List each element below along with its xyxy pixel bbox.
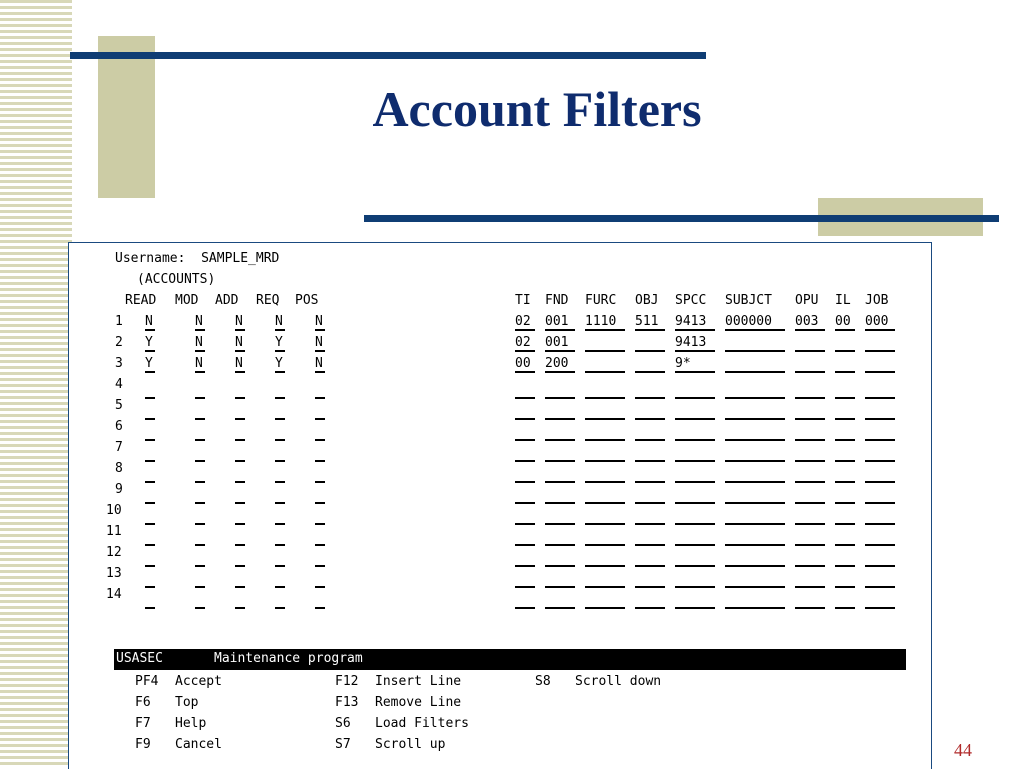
flag-input-read[interactable] [145, 544, 155, 546]
field-input-furc[interactable] [585, 439, 625, 441]
flag-input-req[interactable] [275, 544, 285, 546]
row-number: 4 [115, 377, 123, 392]
field-input-spcc[interactable] [675, 565, 715, 567]
field-input-opu[interactable] [795, 397, 825, 399]
header-il: IL [835, 293, 851, 308]
flag-value: Y [275, 356, 283, 371]
field-input-il[interactable] [835, 418, 855, 420]
row-number: 3 [115, 356, 123, 371]
field-input-job[interactable] [865, 460, 895, 462]
field-input-subjct[interactable] [725, 544, 785, 546]
field-input-furc[interactable] [585, 607, 625, 609]
field-input-spcc[interactable] [675, 481, 715, 483]
field-input-ti[interactable] [515, 371, 535, 373]
flag-value: N [315, 314, 323, 329]
header-obj: OBJ [635, 293, 659, 308]
flag-input-pos[interactable] [315, 460, 325, 462]
field-input-furc[interactable] [585, 565, 625, 567]
flag-input-pos[interactable] [315, 329, 325, 331]
field-input-subjct[interactable] [725, 481, 785, 483]
field-input-job[interactable] [865, 418, 895, 420]
field-input-furc[interactable] [585, 371, 625, 373]
header-furc: FURC [585, 293, 617, 308]
flag-input-mod[interactable] [195, 460, 205, 462]
field-input-subjct[interactable] [725, 329, 785, 331]
flag-value: N [235, 356, 243, 371]
flag-input-read[interactable] [145, 460, 155, 462]
field-input-spcc[interactable] [675, 586, 715, 588]
key-f12[interactable]: F12 [335, 674, 359, 689]
status-program: USASEC [116, 651, 163, 666]
field-input-opu[interactable] [795, 523, 825, 525]
flag-input-req[interactable] [275, 565, 285, 567]
flag-value: N [195, 335, 203, 350]
flag-input-mod[interactable] [195, 607, 205, 609]
field-input-ti[interactable] [515, 397, 535, 399]
field-value: 9413 [675, 314, 707, 329]
header-read: READ [125, 293, 157, 308]
key-f6[interactable]: F6 [135, 695, 151, 710]
field-input-spcc[interactable] [675, 502, 715, 504]
field-input-fnd[interactable] [545, 350, 575, 352]
field-input-obj[interactable] [635, 586, 665, 588]
field-input-furc[interactable] [585, 502, 625, 504]
field-input-obj[interactable] [635, 607, 665, 609]
flag-input-read[interactable] [145, 439, 155, 441]
field-input-job[interactable] [865, 329, 895, 331]
accounts-label: (ACCOUNTS) [137, 272, 216, 287]
field-input-ti[interactable] [515, 502, 535, 504]
flag-input-pos[interactable] [315, 502, 325, 504]
field-input-opu[interactable] [795, 418, 825, 420]
field-input-job[interactable] [865, 607, 895, 609]
key-f9[interactable]: F9 [135, 737, 151, 752]
field-input-spcc[interactable] [675, 460, 715, 462]
terminal-screenshot [68, 242, 932, 769]
field-input-spcc[interactable] [675, 350, 715, 352]
flag-input-add[interactable] [235, 502, 245, 504]
field-input-spcc[interactable] [675, 544, 715, 546]
page-number: 44 [954, 740, 972, 760]
flag-input-read[interactable] [145, 481, 155, 483]
field-input-job[interactable] [865, 481, 895, 483]
flag-input-pos[interactable] [315, 607, 325, 609]
flag-input-req[interactable] [275, 523, 285, 525]
field-input-subjct[interactable] [725, 439, 785, 441]
field-input-il[interactable] [835, 371, 855, 373]
header-pos: POS [295, 293, 319, 308]
field-input-obj[interactable] [635, 502, 665, 504]
field-input-opu[interactable] [795, 607, 825, 609]
flag-input-add[interactable] [235, 607, 245, 609]
flag-input-pos[interactable] [315, 586, 325, 588]
field-input-il[interactable] [835, 502, 855, 504]
field-input-obj[interactable] [635, 460, 665, 462]
field-input-furc[interactable] [585, 544, 625, 546]
flag-value: N [195, 314, 203, 329]
field-input-il[interactable] [835, 397, 855, 399]
field-input-subjct[interactable] [725, 502, 785, 504]
field-input-il[interactable] [835, 329, 855, 331]
flag-input-read[interactable] [145, 329, 155, 331]
field-input-furc[interactable] [585, 350, 625, 352]
flag-input-read[interactable] [145, 565, 155, 567]
field-input-job[interactable] [865, 544, 895, 546]
field-input-furc[interactable] [585, 481, 625, 483]
key-label-f6: Top [175, 695, 199, 710]
flag-value: N [145, 314, 153, 329]
flag-input-read[interactable] [145, 418, 155, 420]
field-value: 001 [545, 335, 569, 350]
field-input-ti[interactable] [515, 586, 535, 588]
flag-input-add[interactable] [235, 565, 245, 567]
field-input-ti[interactable] [515, 439, 535, 441]
field-input-fnd[interactable] [545, 565, 575, 567]
field-value: 00 [515, 356, 531, 371]
flag-value: Y [145, 335, 153, 350]
flag-input-mod[interactable] [195, 523, 205, 525]
field-value: 001 [545, 314, 569, 329]
field-input-ti[interactable] [515, 523, 535, 525]
flag-input-mod[interactable] [195, 502, 205, 504]
flag-input-pos[interactable] [315, 350, 325, 352]
field-input-subjct[interactable] [725, 460, 785, 462]
field-value: 003 [795, 314, 819, 329]
flag-input-read[interactable] [145, 350, 155, 352]
field-input-il[interactable] [835, 350, 855, 352]
field-input-furc[interactable] [585, 329, 625, 331]
field-input-obj[interactable] [635, 418, 665, 420]
flag-value: N [315, 335, 323, 350]
flag-input-req[interactable] [275, 371, 285, 373]
field-input-job[interactable] [865, 523, 895, 525]
field-input-obj[interactable] [635, 523, 665, 525]
field-input-fnd[interactable] [545, 371, 575, 373]
decorative-line-right [364, 215, 999, 222]
row-number: 14 [106, 587, 122, 602]
field-input-furc[interactable] [585, 523, 625, 525]
row-number: 1 [115, 314, 123, 329]
field-input-obj[interactable] [635, 397, 665, 399]
flag-input-add[interactable] [235, 439, 245, 441]
field-input-ti[interactable] [515, 607, 535, 609]
field-value: 00 [835, 314, 851, 329]
field-input-job[interactable] [865, 350, 895, 352]
flag-input-mod[interactable] [195, 565, 205, 567]
field-input-furc[interactable] [585, 460, 625, 462]
field-input-obj[interactable] [635, 371, 665, 373]
header-add: ADD [215, 293, 239, 308]
flag-input-req[interactable] [275, 460, 285, 462]
slide-title: Account Filters [372, 81, 702, 137]
key-label-f13: Remove Line [375, 695, 462, 710]
field-input-opu[interactable] [795, 502, 825, 504]
field-input-opu[interactable] [795, 439, 825, 441]
field-input-ti[interactable] [515, 418, 535, 420]
flag-input-mod[interactable] [195, 329, 205, 331]
flag-input-mod[interactable] [195, 418, 205, 420]
flag-input-req[interactable] [275, 607, 285, 609]
field-input-il[interactable] [835, 544, 855, 546]
flag-input-add[interactable] [235, 397, 245, 399]
field-input-fnd[interactable] [545, 460, 575, 462]
flag-input-req[interactable] [275, 418, 285, 420]
field-input-opu[interactable] [795, 481, 825, 483]
status-bar [114, 649, 906, 670]
field-input-il[interactable] [835, 586, 855, 588]
decorative-line-top [70, 52, 706, 59]
field-input-fnd[interactable] [545, 439, 575, 441]
field-input-furc[interactable] [585, 586, 625, 588]
flag-input-mod[interactable] [195, 439, 205, 441]
flag-input-read[interactable] [145, 607, 155, 609]
row-number: 7 [115, 440, 123, 455]
header-ti: TI [515, 293, 531, 308]
row-number: 13 [106, 566, 122, 581]
field-input-il[interactable] [835, 460, 855, 462]
field-input-spcc[interactable] [675, 607, 715, 609]
key-s7[interactable]: S7 [335, 737, 351, 752]
field-input-obj[interactable] [635, 481, 665, 483]
flag-input-pos[interactable] [315, 371, 325, 373]
field-input-opu[interactable] [795, 544, 825, 546]
header-mod: MOD [175, 293, 199, 308]
field-input-ti[interactable] [515, 481, 535, 483]
field-input-fnd[interactable] [545, 481, 575, 483]
field-input-spcc[interactable] [675, 371, 715, 373]
flag-value: N [235, 314, 243, 329]
flag-input-req[interactable] [275, 502, 285, 504]
flag-input-add[interactable] [235, 418, 245, 420]
field-value: 511 [635, 314, 659, 329]
field-input-il[interactable] [835, 607, 855, 609]
field-input-subjct[interactable] [725, 350, 785, 352]
field-input-obj[interactable] [635, 329, 665, 331]
key-label-f7: Help [175, 716, 207, 731]
row-number: 5 [115, 398, 123, 413]
flag-input-pos[interactable] [315, 439, 325, 441]
header-opu: OPU [795, 293, 819, 308]
flag-input-add[interactable] [235, 460, 245, 462]
flag-input-req[interactable] [275, 481, 285, 483]
flag-input-req[interactable] [275, 350, 285, 352]
field-value: 02 [515, 314, 531, 329]
header-job: JOB [865, 293, 889, 308]
key-label-s8: Scroll down [575, 674, 662, 689]
field-input-job[interactable] [865, 565, 895, 567]
field-value: 1110 [585, 314, 617, 329]
flag-input-add[interactable] [235, 586, 245, 588]
field-input-obj[interactable] [635, 350, 665, 352]
flag-value: N [235, 335, 243, 350]
field-input-subjct[interactable] [725, 586, 785, 588]
field-value: 200 [545, 356, 569, 371]
key-label-pf4: Accept [175, 674, 222, 689]
row-number: 12 [106, 545, 122, 560]
row-number: 9 [115, 482, 123, 497]
field-input-fnd[interactable] [545, 502, 575, 504]
field-input-opu[interactable] [795, 565, 825, 567]
flag-input-add[interactable] [235, 523, 245, 525]
key-s8[interactable]: S8 [535, 674, 551, 689]
field-input-ti[interactable] [515, 329, 535, 331]
field-input-fnd[interactable] [545, 607, 575, 609]
flag-input-read[interactable] [145, 397, 155, 399]
key-f7[interactable]: F7 [135, 716, 151, 731]
header-subjct: SUBJCT [725, 293, 772, 308]
field-input-spcc[interactable] [675, 418, 715, 420]
field-input-opu[interactable] [795, 460, 825, 462]
flag-value: Y [145, 356, 153, 371]
header-req: REQ [256, 293, 280, 308]
field-input-furc[interactable] [585, 397, 625, 399]
flag-value: N [195, 356, 203, 371]
flag-input-mod[interactable] [195, 481, 205, 483]
field-input-opu[interactable] [795, 329, 825, 331]
flag-input-req[interactable] [275, 329, 285, 331]
flag-input-pos[interactable] [315, 481, 325, 483]
flag-input-add[interactable] [235, 350, 245, 352]
flag-input-read[interactable] [145, 523, 155, 525]
key-pf4[interactable]: PF4 [135, 674, 159, 689]
field-input-obj[interactable] [635, 565, 665, 567]
row-number: 11 [106, 524, 122, 539]
field-input-il[interactable] [835, 565, 855, 567]
field-value: 000 [865, 314, 889, 329]
field-input-fnd[interactable] [545, 397, 575, 399]
flag-input-read[interactable] [145, 586, 155, 588]
flag-input-pos[interactable] [315, 418, 325, 420]
row-number: 2 [115, 335, 123, 350]
field-value: 02 [515, 335, 531, 350]
field-value: 000000 [725, 314, 772, 329]
field-input-fnd[interactable] [545, 523, 575, 525]
row-number: 8 [115, 461, 123, 476]
status-description: Maintenance program [214, 651, 363, 666]
flag-input-req[interactable] [275, 439, 285, 441]
header-spcc: SPCC [675, 293, 707, 308]
key-label-f12: Insert Line [375, 674, 462, 689]
field-input-obj[interactable] [635, 544, 665, 546]
field-input-ti[interactable] [515, 565, 535, 567]
key-label-f9: Cancel [175, 737, 222, 752]
flag-input-mod[interactable] [195, 350, 205, 352]
flag-value: Y [275, 335, 283, 350]
field-input-fnd[interactable] [545, 586, 575, 588]
field-input-fnd[interactable] [545, 329, 575, 331]
row-number: 6 [115, 419, 123, 434]
flag-input-mod[interactable] [195, 586, 205, 588]
header-fnd: FND [545, 293, 569, 308]
flag-input-req[interactable] [275, 586, 285, 588]
flag-input-add[interactable] [235, 329, 245, 331]
field-input-ti[interactable] [515, 350, 535, 352]
key-s6[interactable]: S6 [335, 716, 351, 731]
username-line: Username: SAMPLE_MRD [115, 251, 280, 266]
field-input-obj[interactable] [635, 439, 665, 441]
key-label-s6: Load Filters [375, 716, 469, 731]
field-input-job[interactable] [865, 439, 895, 441]
flag-input-read[interactable] [145, 371, 155, 373]
field-input-subjct[interactable] [725, 607, 785, 609]
field-input-subjct[interactable] [725, 418, 785, 420]
field-input-opu[interactable] [795, 350, 825, 352]
field-input-job[interactable] [865, 371, 895, 373]
field-input-job[interactable] [865, 586, 895, 588]
flag-input-pos[interactable] [315, 565, 325, 567]
flag-value: N [315, 356, 323, 371]
field-input-subjct[interactable] [725, 565, 785, 567]
field-value: 9* [675, 356, 691, 371]
flag-value: N [275, 314, 283, 329]
field-input-ti[interactable] [515, 460, 535, 462]
field-input-job[interactable] [865, 397, 895, 399]
field-input-il[interactable] [835, 523, 855, 525]
field-value: 9413 [675, 335, 707, 350]
field-input-subjct[interactable] [725, 397, 785, 399]
flag-input-req[interactable] [275, 397, 285, 399]
field-input-subjct[interactable] [725, 523, 785, 525]
field-input-spcc[interactable] [675, 397, 715, 399]
field-input-spcc[interactable] [675, 523, 715, 525]
row-number: 10 [106, 503, 122, 518]
flag-input-pos[interactable] [315, 397, 325, 399]
field-input-opu[interactable] [795, 586, 825, 588]
field-input-furc[interactable] [585, 418, 625, 420]
key-f13[interactable]: F13 [335, 695, 359, 710]
flag-input-mod[interactable] [195, 371, 205, 373]
field-input-fnd[interactable] [545, 418, 575, 420]
field-input-spcc[interactable] [675, 439, 715, 441]
flag-input-add[interactable] [235, 481, 245, 483]
field-input-spcc[interactable] [675, 329, 715, 331]
flag-input-pos[interactable] [315, 523, 325, 525]
field-input-opu[interactable] [795, 371, 825, 373]
flag-input-add[interactable] [235, 544, 245, 546]
field-input-il[interactable] [835, 481, 855, 483]
flag-input-pos[interactable] [315, 544, 325, 546]
field-input-il[interactable] [835, 439, 855, 441]
key-label-s7: Scroll up [375, 737, 446, 752]
flag-input-read[interactable] [145, 502, 155, 504]
field-input-job[interactable] [865, 502, 895, 504]
field-input-subjct[interactable] [725, 371, 785, 373]
flag-input-mod[interactable] [195, 544, 205, 546]
flag-input-add[interactable] [235, 371, 245, 373]
flag-input-mod[interactable] [195, 397, 205, 399]
field-input-fnd[interactable] [545, 544, 575, 546]
field-input-ti[interactable] [515, 544, 535, 546]
